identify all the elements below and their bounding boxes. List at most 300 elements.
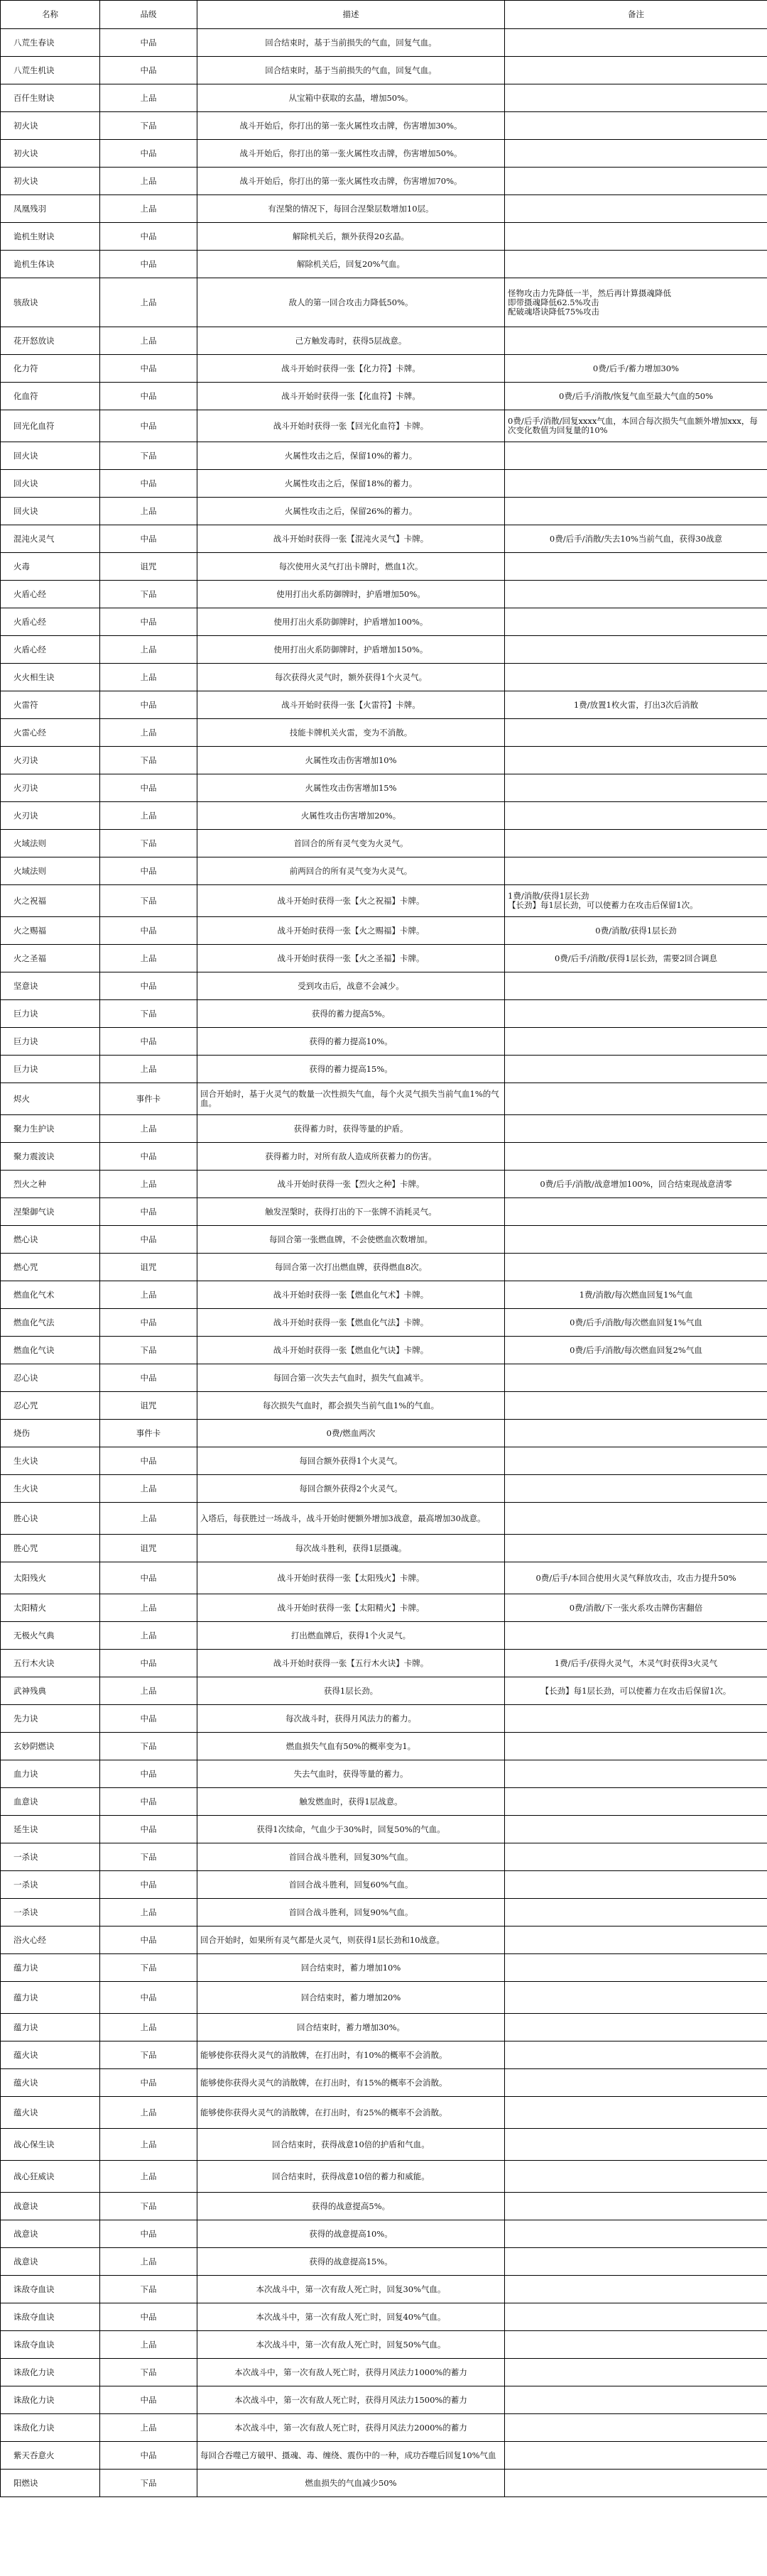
cell-description: 使用打出火系防御牌时，护盾增加100%。 — [197, 608, 505, 636]
cell-description: 火属性攻击伤害增加15% — [197, 774, 505, 802]
cell-description: 获得1层长劲。 — [197, 1677, 505, 1705]
cell-name: 初火诀 — [1, 140, 100, 168]
header-description: 描述 — [197, 1, 505, 29]
cell-note — [505, 1816, 767, 1843]
cell-description: 获得蓄力时，对所有敌人造成所获蓄力的伤害。 — [197, 1143, 505, 1171]
table-row — [1, 2220, 767, 2248]
cell-description: 每次获得火灵气时，额外获得1个火灵气。 — [197, 664, 505, 691]
cell-grade: 下品 — [100, 442, 197, 470]
cell-grade: 下品 — [100, 1733, 197, 1760]
cell-grade: 上品 — [100, 2014, 197, 2041]
table-row — [1, 2014, 767, 2041]
cell-name: 生火诀 — [1, 1447, 100, 1475]
cell-note — [505, 1760, 767, 1788]
cell-note — [505, 2248, 767, 2276]
cell-name: 蕴火诀 — [1, 2069, 100, 2097]
cell-name: 火之祝福 — [1, 885, 100, 917]
cell-grade: 中品 — [100, 1650, 197, 1677]
cell-grade: 下品 — [100, 1337, 197, 1364]
cell-note — [505, 442, 767, 470]
cell-description: 有涅槃的情况下，每回合涅槃层数增加10层。 — [197, 195, 505, 223]
cell-note — [505, 1843, 767, 1871]
cell-description: 首回合的所有灵气变为火灵气。 — [197, 830, 505, 857]
table-row — [1, 553, 767, 581]
cell-note: 0费/后手/消散/每次燃血回复1%气血 — [505, 1309, 767, 1337]
cell-description: 战斗开始时获得一张【回光化血符】卡牌。 — [197, 410, 505, 442]
cell-description: 回合开始时，如果所有灵气都是火灵气，则获得1层长劲和10战意。 — [197, 1926, 505, 1954]
cell-note — [505, 195, 767, 223]
cell-name: 蕴火诀 — [1, 2041, 100, 2069]
table-row — [1, 2386, 767, 2414]
cell-description: 本次战斗中，第一次有敌人死亡时，获得月风法力2000%的蓄力 — [197, 2414, 505, 2442]
cell-description: 火属性攻击之后，保留10%的蓄力。 — [197, 442, 505, 470]
cell-grade: 中品 — [100, 2220, 197, 2248]
table-row — [1, 2161, 767, 2193]
cell-note — [505, 1420, 767, 1447]
table-row — [1, 1594, 767, 1622]
cell-name: 初火诀 — [1, 168, 100, 195]
table-row — [1, 608, 767, 636]
cell-grade: 上品 — [100, 1677, 197, 1705]
cell-name: 凤凰残羽 — [1, 195, 100, 223]
cell-description: 火属性攻击伤害增加20%。 — [197, 802, 505, 830]
cell-description: 回合开始时，基于火灵气的数量一次性损失气血，每个火灵气损失当前气血1%的气血。 — [197, 1083, 505, 1115]
cell-description: 能够使你获得火灵气的消散牌，在打出时，有25%的概率不会消散。 — [197, 2097, 505, 2129]
cell-grade: 中品 — [100, 857, 197, 885]
header-row — [1, 1, 767, 29]
cell-grade: 下品 — [100, 1954, 197, 1982]
cell-description: 敌人的第一回合攻击力降低50%。 — [197, 278, 505, 327]
cell-note — [505, 1535, 767, 1562]
cell-name: 血意诀 — [1, 1788, 100, 1816]
table-row — [1, 29, 767, 57]
cell-grade: 上品 — [100, 84, 197, 112]
cell-note — [505, 1056, 767, 1083]
cell-note — [505, 1083, 767, 1115]
cell-name: 火雷心经 — [1, 719, 100, 747]
cell-name: 化力符 — [1, 355, 100, 383]
cell-name: 延生诀 — [1, 1816, 100, 1843]
table-row — [1, 140, 767, 168]
cell-grade: 下品 — [100, 2359, 197, 2386]
cell-grade: 中品 — [100, 383, 197, 410]
cell-note: 1费/消散/每次燃血回复1%气血 — [505, 1281, 767, 1309]
cell-grade: 下品 — [100, 885, 197, 917]
cell-grade: 中品 — [100, 2303, 197, 2331]
cell-name: 血力诀 — [1, 1760, 100, 1788]
cell-name: 初火诀 — [1, 112, 100, 140]
cell-note — [505, 2470, 767, 2497]
table-row — [1, 2276, 767, 2303]
cell-description: 首回合战斗胜利，回复90%气血。 — [197, 1899, 505, 1926]
table-row — [1, 1650, 767, 1677]
table-row — [1, 1309, 767, 1337]
cell-grade: 诅咒 — [100, 1254, 197, 1281]
cell-name: 百仟生财诀 — [1, 84, 100, 112]
cell-note — [505, 1392, 767, 1420]
cell-grade: 中品 — [100, 1143, 197, 1171]
cell-grade: 中品 — [100, 774, 197, 802]
cell-description: 每次损失气血时，都会损失当前气血1%的气血。 — [197, 1392, 505, 1420]
table-row — [1, 2331, 767, 2359]
table-row — [1, 691, 767, 719]
cell-name: 生火诀 — [1, 1475, 100, 1503]
table-row — [1, 1705, 767, 1733]
cell-description: 每次战斗胜利，获得1层摄魂。 — [197, 1535, 505, 1562]
cell-note — [505, 830, 767, 857]
table-row — [1, 857, 767, 885]
cell-grade: 上品 — [100, 1115, 197, 1143]
cell-grade: 下品 — [100, 2470, 197, 2497]
table-row — [1, 636, 767, 664]
table-row — [1, 1788, 767, 1816]
cell-note — [505, 223, 767, 251]
cell-grade: 中品 — [100, 917, 197, 945]
cell-note — [505, 168, 767, 195]
cell-grade: 中品 — [100, 470, 197, 498]
cell-name: 战心狂威诀 — [1, 2161, 100, 2193]
cell-description: 前两回合的所有灵气变为火灵气。 — [197, 857, 505, 885]
cell-name: 蕴力诀 — [1, 2014, 100, 2041]
table-row — [1, 1198, 767, 1226]
cell-note — [505, 112, 767, 140]
cell-description: 战斗开始时获得一张【化力符】卡牌。 — [197, 355, 505, 383]
cell-name: 燃血化气法 — [1, 1309, 100, 1337]
cell-note — [505, 972, 767, 1000]
cell-grade: 中品 — [100, 251, 197, 278]
cell-grade: 中品 — [100, 2069, 197, 2097]
cell-note — [505, 719, 767, 747]
cell-name: 忍心咒 — [1, 1392, 100, 1420]
cell-description: 战斗开始时获得一张【太阳残火】卡牌。 — [197, 1562, 505, 1594]
cell-grade: 上品 — [100, 2097, 197, 2129]
cell-grade: 上品 — [100, 802, 197, 830]
table-row — [1, 2129, 767, 2161]
table-row — [1, 1926, 767, 1954]
table-row — [1, 57, 767, 84]
cell-grade: 上品 — [100, 2414, 197, 2442]
cell-note — [505, 140, 767, 168]
cell-description: 战斗开始时获得一张【燃血化气诀】卡牌。 — [197, 1337, 505, 1364]
table-row — [1, 1622, 767, 1650]
table-row — [1, 719, 767, 747]
cell-description: 每次使用火灵气打出卡牌时，燃血1次。 — [197, 553, 505, 581]
cell-grade: 中品 — [100, 1309, 197, 1337]
table-row — [1, 1420, 767, 1447]
cell-name: 火域法则 — [1, 857, 100, 885]
cell-grade: 诅咒 — [100, 553, 197, 581]
cell-name: 烧伤 — [1, 1420, 100, 1447]
cell-note: 1费/放置1枚火雷，打出3次后消散 — [505, 691, 767, 719]
cell-description: 战斗开始后，你打出的第一张火属性攻击牌，伤害增加30%。 — [197, 112, 505, 140]
cell-grade: 诅咒 — [100, 1535, 197, 1562]
cell-note: 【长劲】每1层长劲，可以使蓄力在攻击后保留1次。 — [505, 1677, 767, 1705]
cell-description: 获得的蓄力提高15%。 — [197, 1056, 505, 1083]
cell-note: 1费/后手/获得火灵气，木灵气时获得3火灵气 — [505, 1650, 767, 1677]
cell-grade: 中品 — [100, 1816, 197, 1843]
cell-description: 战斗开始时获得一张【燃血化气法】卡牌。 — [197, 1309, 505, 1337]
cell-name: 燃血化气诀 — [1, 1337, 100, 1364]
cell-grade: 上品 — [100, 1171, 197, 1198]
cell-description: 入塔后，每获胜过一场战斗，战斗开始时便额外增加3战意，最高增加30战意。 — [197, 1503, 505, 1535]
cell-description: 战斗开始时获得一张【化血符】卡牌。 — [197, 383, 505, 410]
table-row — [1, 1337, 767, 1364]
cell-note: 0费/消散/获得1层长劲 — [505, 917, 767, 945]
cell-name: 太阳精火 — [1, 1594, 100, 1622]
cell-note — [505, 1143, 767, 1171]
cell-note: 0费/后手/消散/每次燃血回复2%气血 — [505, 1337, 767, 1364]
cell-note — [505, 1954, 767, 1982]
cell-note — [505, 327, 767, 355]
cell-name: 诛敌夺血诀 — [1, 2331, 100, 2359]
cell-description: 战斗开始后，你打出的第一张火属性攻击牌，伤害增加50%。 — [197, 140, 505, 168]
table-row — [1, 195, 767, 223]
table-row — [1, 1677, 767, 1705]
cell-note — [505, 2041, 767, 2069]
cell-name: 回火诀 — [1, 498, 100, 525]
cell-description: 本次战斗中，第一次有敌人死亡时，获得月风法力1000%的蓄力 — [197, 2359, 505, 2386]
table-row — [1, 1816, 767, 1843]
cell-grade: 下品 — [100, 112, 197, 140]
cell-description: 获得的蓄力提高10%。 — [197, 1028, 505, 1056]
cell-note — [505, 664, 767, 691]
table-row — [1, 251, 767, 278]
cell-description: 获得的蓄力提高5%。 — [197, 1000, 505, 1028]
cell-description: 战斗开始时获得一张【五行木火诀】卡牌。 — [197, 1650, 505, 1677]
cell-grade: 中品 — [100, 525, 197, 553]
cell-name: 坚意诀 — [1, 972, 100, 1000]
table-row — [1, 355, 767, 383]
cell-description: 0费/燃血两次 — [197, 1420, 505, 1447]
cell-description: 从宝箱中获取的玄晶，增加50%。 — [197, 84, 505, 112]
cell-grade: 上品 — [100, 1899, 197, 1926]
cell-grade: 中品 — [100, 1447, 197, 1475]
cell-grade: 下品 — [100, 2041, 197, 2069]
cell-note — [505, 802, 767, 830]
table-row — [1, 1143, 767, 1171]
cell-note — [505, 1705, 767, 1733]
cell-description: 受到攻击后，战意不会减少。 — [197, 972, 505, 1000]
table-row — [1, 525, 767, 553]
cell-note — [505, 2386, 767, 2414]
table-row — [1, 1503, 767, 1535]
cell-note — [505, 1788, 767, 1816]
cell-name: 一杀诀 — [1, 1899, 100, 1926]
cell-grade: 上品 — [100, 1503, 197, 1535]
cell-grade: 中品 — [100, 355, 197, 383]
cell-grade: 中品 — [100, 972, 197, 1000]
cell-note — [505, 2442, 767, 2470]
cell-note — [505, 1899, 767, 1926]
table-row — [1, 664, 767, 691]
cell-note — [505, 2129, 767, 2161]
cell-grade: 中品 — [100, 410, 197, 442]
table-row — [1, 2470, 767, 2497]
cell-description: 每回合第一次失去气血时，损失气血减半。 — [197, 1364, 505, 1392]
cell-grade: 中品 — [100, 1028, 197, 1056]
table-row — [1, 1733, 767, 1760]
cell-name: 燃心诀 — [1, 1226, 100, 1254]
cell-grade: 上品 — [100, 664, 197, 691]
table-row — [1, 2442, 767, 2470]
cell-grade: 中品 — [100, 140, 197, 168]
cell-name: 忍心诀 — [1, 1364, 100, 1392]
cell-name: 诡机生财诀 — [1, 223, 100, 251]
cell-description: 回合结束时，蓄力增加10% — [197, 1954, 505, 1982]
cell-note — [505, 2161, 767, 2193]
cell-name: 战意诀 — [1, 2220, 100, 2248]
header-note: 备注 — [505, 1, 767, 29]
cell-description: 战斗开始时获得一张【火之圣福】卡牌。 — [197, 945, 505, 972]
cell-grade: 下品 — [100, 1000, 197, 1028]
cell-grade: 下品 — [100, 581, 197, 608]
cell-name: 火火相生诀 — [1, 664, 100, 691]
cell-grade: 中品 — [100, 608, 197, 636]
cell-grade: 中品 — [100, 29, 197, 57]
cell-grade: 中品 — [100, 57, 197, 84]
table-row — [1, 1254, 767, 1281]
cell-description: 战斗开始时获得一张【混沌火灵气】卡牌。 — [197, 525, 505, 553]
cell-description: 火属性攻击之后，保留18%的蓄力。 — [197, 470, 505, 498]
cell-name: 混沌火灵气 — [1, 525, 100, 553]
table-row — [1, 1083, 767, 1115]
cell-note — [505, 2069, 767, 2097]
cell-note — [505, 470, 767, 498]
cell-name: 花开怒放诀 — [1, 327, 100, 355]
table-row — [1, 327, 767, 355]
cell-grade: 中品 — [100, 2386, 197, 2414]
cell-note — [505, 2220, 767, 2248]
cell-note — [505, 1115, 767, 1143]
cell-grade: 中品 — [100, 1871, 197, 1899]
cell-description: 回合结束时，获得战意10倍的蓄力和威能。 — [197, 2161, 505, 2193]
cell-grade: 上品 — [100, 327, 197, 355]
cell-description: 本次战斗中，第一次有敌人死亡时，获得月风法力1500%的蓄力 — [197, 2386, 505, 2414]
table-row — [1, 1871, 767, 1899]
cell-description: 回合结束时，基于当前损失的气血，回复气血。 — [197, 57, 505, 84]
cell-name: 诛敌化力诀 — [1, 2359, 100, 2386]
cell-description: 解除机关后，回复20%气血。 — [197, 251, 505, 278]
cell-note — [505, 1226, 767, 1254]
cell-description: 燃血损失气血有50%的概率变为1。 — [197, 1733, 505, 1760]
cell-description: 每回合第一次打出燃血牌，获得燃血8次。 — [197, 1254, 505, 1281]
cell-note — [505, 2414, 767, 2442]
cell-name: 聚力震波诀 — [1, 1143, 100, 1171]
cell-name: 火毒 — [1, 553, 100, 581]
header-name: 名称 — [1, 1, 100, 29]
cell-name: 诡机生体诀 — [1, 251, 100, 278]
cell-grade: 上品 — [100, 1056, 197, 1083]
table-row — [1, 2414, 767, 2442]
cell-name: 阳燃诀 — [1, 2470, 100, 2497]
cell-grade: 上品 — [100, 498, 197, 525]
table-row — [1, 1226, 767, 1254]
cell-note — [505, 774, 767, 802]
table-row — [1, 410, 767, 442]
cell-description: 获得的战意提高5%。 — [197, 2193, 505, 2220]
cell-note: 1费/消散/获得1层长劲 【长劲】每1层长劲，可以使蓄力在攻击后保留1次。 — [505, 885, 767, 917]
cell-description: 己方触发毒时，获得5层战意。 — [197, 327, 505, 355]
cell-description: 能够使你获得火灵气的消散牌，在打出时，有10%的概率不会消散。 — [197, 2041, 505, 2069]
table-row — [1, 498, 767, 525]
cell-name: 回火诀 — [1, 442, 100, 470]
table-row — [1, 112, 767, 140]
cell-name: 骇敌诀 — [1, 278, 100, 327]
cell-note — [505, 2359, 767, 2386]
cell-description: 本次战斗中，第一次有敌人死亡时，回复50%气血。 — [197, 2331, 505, 2359]
cell-note — [505, 498, 767, 525]
cell-name: 诛敌夺血诀 — [1, 2303, 100, 2331]
cell-note: 0费/后手/消散/回复xxxx气血，本回合每次损失气血额外增加xxx，每次变化数值为回复量的10% — [505, 410, 767, 442]
cell-grade: 中品 — [100, 1226, 197, 1254]
cell-grade: 中品 — [100, 1705, 197, 1733]
cell-name: 胜心诀 — [1, 1503, 100, 1535]
cell-name: 战意诀 — [1, 2193, 100, 2220]
cell-description: 本次战斗中，第一次有敌人死亡时，回复40%气血。 — [197, 2303, 505, 2331]
cell-name: 回光化血符 — [1, 410, 100, 442]
cell-description: 每回合额外获得2个火灵气。 — [197, 1475, 505, 1503]
cell-note — [505, 2331, 767, 2359]
cell-grade: 上品 — [100, 2248, 197, 2276]
cell-name: 玄妙阴燃诀 — [1, 1733, 100, 1760]
table-row — [1, 168, 767, 195]
table-row — [1, 1171, 767, 1198]
cell-note — [505, 581, 767, 608]
cell-name: 太阳残火 — [1, 1562, 100, 1594]
table-row — [1, 1954, 767, 1982]
table-row — [1, 84, 767, 112]
table-row — [1, 581, 767, 608]
cell-grade: 下品 — [100, 2276, 197, 2303]
cell-grade: 中品 — [100, 1364, 197, 1392]
cell-grade: 事件卡 — [100, 1420, 197, 1447]
table-row — [1, 2097, 767, 2129]
table-row — [1, 1760, 767, 1788]
cell-name: 先力诀 — [1, 1705, 100, 1733]
table-row — [1, 1982, 767, 2014]
cell-grade: 中品 — [100, 1982, 197, 2014]
table-row — [1, 2193, 767, 2220]
cell-grade: 下品 — [100, 1843, 197, 1871]
cell-note — [505, 1622, 767, 1650]
cell-description: 战斗开始时获得一张【火之祝福】卡牌。 — [197, 885, 505, 917]
cell-description: 火属性攻击之后，保留26%的蓄力。 — [197, 498, 505, 525]
cell-name: 浴火心经 — [1, 1926, 100, 1954]
table-row — [1, 1056, 767, 1083]
cell-note — [505, 1871, 767, 1899]
cell-grade: 上品 — [100, 195, 197, 223]
cell-name: 诛敌化力诀 — [1, 2414, 100, 2442]
cell-name: 无极火气典 — [1, 1622, 100, 1650]
cell-name: 燃血化气术 — [1, 1281, 100, 1309]
cell-note: 0费/后手/消散/战意增加100%，回合结束现战意清零 — [505, 1171, 767, 1198]
cell-note: 0费/后手/消散/失去10%当前气血，获得30战意 — [505, 525, 767, 553]
cell-note — [505, 1028, 767, 1056]
table-row — [1, 278, 767, 327]
cell-note — [505, 1198, 767, 1226]
cell-grade: 中品 — [100, 691, 197, 719]
cell-grade: 上品 — [100, 1475, 197, 1503]
cell-note — [505, 2014, 767, 2041]
table-row — [1, 2041, 767, 2069]
cell-name: 火盾心经 — [1, 636, 100, 664]
table-row — [1, 917, 767, 945]
cell-name: 蕴力诀 — [1, 1954, 100, 1982]
cell-note — [505, 2303, 767, 2331]
cell-note: 0费/后手/消散/恢复气血至最大气血的50% — [505, 383, 767, 410]
table-row — [1, 945, 767, 972]
cell-grade: 上品 — [100, 719, 197, 747]
